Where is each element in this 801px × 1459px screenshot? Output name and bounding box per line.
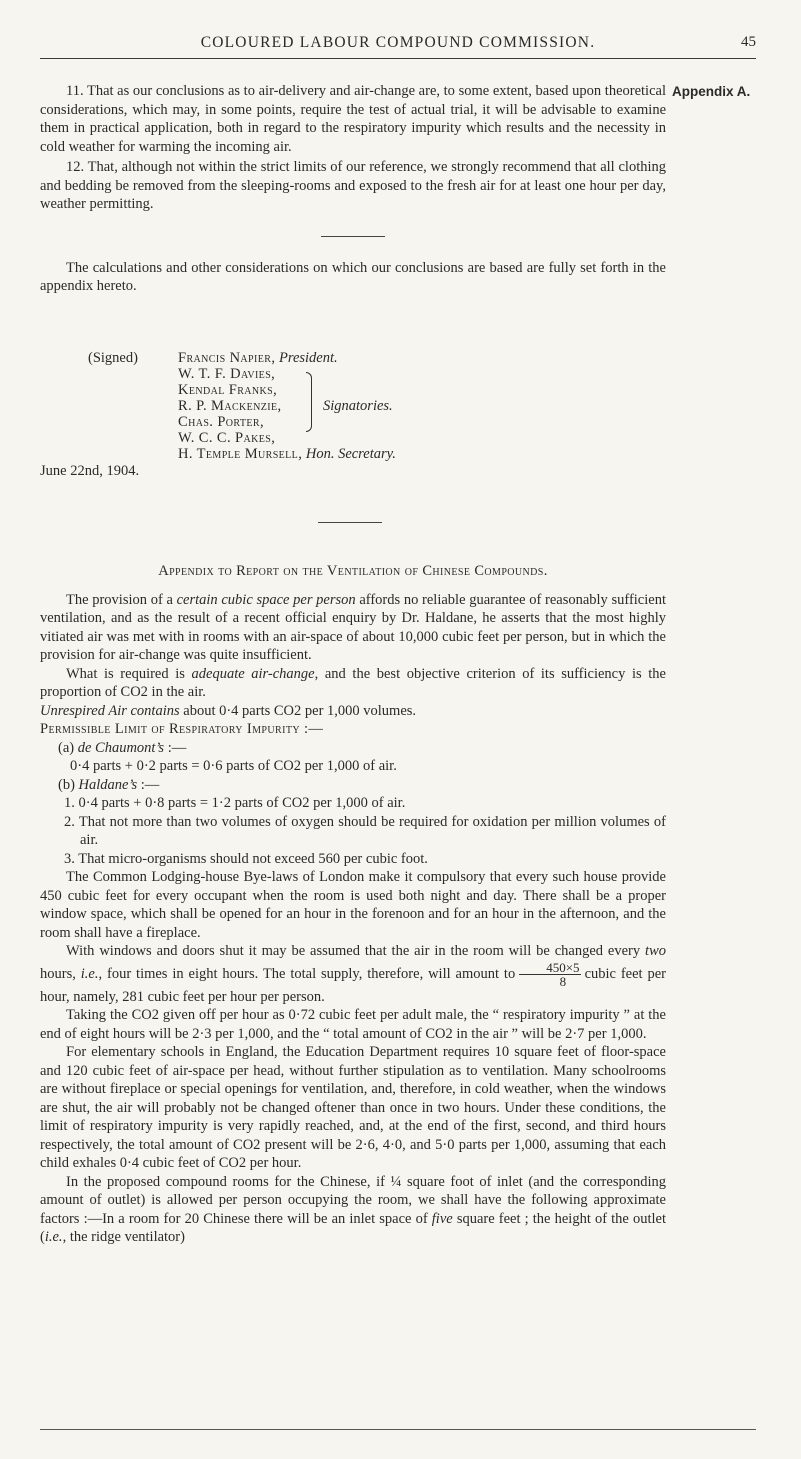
conclusion-12: 12. That, although not within the strict limits of our reference, we strongly recommend that all clothing and bedding be removed from the sleeping-rooms and exposed to the fresh air for at least one hour per day, weather permitting. [40, 159, 666, 212]
signatory-2: Kendal Franks, [178, 382, 278, 398]
signatory-3: R. P. Mackenzie, [178, 398, 282, 414]
conclusion-11: 11. That as our conclusions as to air-delivery and air-change are, to some extent, based upon theoretical considerations, which may, in some points, require the test of actual trial, it will be advisable to examine them in practical application, both in regard to the respiratory impurity which results and the necessity in cold weather for warming the incoming air. [40, 83, 666, 155]
required-paragraph: What is required is adequate air-change, and the best objective criterion of its sufficiency is the proportion of CO2 in the air. [40, 665, 666, 700]
de-chaumont-label: (a) de Chaumont’s :— [58, 739, 187, 756]
windows-paragraph: With windows and doors shut it may be assumed that the air in the room will be changed every two hours, i.e., four times in eight hours. The total supply, therefore, will amount to $\frac{450\times 5}{8}$ cubic feet per hour, namely, 281 cubic feet per hour per person. [40, 943, 666, 1005]
lodging-house-paragraph: The Common Lodging-house Bye-laws of London make it compulsory that every such house provide 450 cubic feet for every occupant when the room is used both night and day. There shall be a proper window space, which shall be opened for an hour in the forenoon and for an hour in the afternoon, and the room shall have a fireplace. [40, 869, 666, 941]
de-chaumont-formula: 0·4 parts + 0·2 parts = 0·6 parts of CO2 per 1,000 of air. [70, 758, 397, 774]
haldane-item-2: 2. That not more than two volumes of oxygen should be required for oxidation per million volumes of air. [64, 813, 666, 848]
signatory-4: Chas. Porter, [178, 414, 264, 430]
short-divider [321, 236, 385, 237]
appendix-section [40, 562, 666, 1247]
conclusions-section [40, 82, 666, 296]
secretary-block [40, 446, 680, 486]
unrespired-air: Unrespired Air contains about 0·4 parts CO2 per 1,000 volumes. [40, 702, 417, 719]
signatory-5: W. C. C. Pakes, [178, 430, 276, 446]
signatories-label: Signatories. [323, 398, 393, 414]
permissible-limit-heading: Permissible Limit of Respiratory Impurity :— [40, 721, 324, 737]
section-divider [318, 522, 382, 523]
signatory-1: W. T. F. Davies, [178, 366, 276, 382]
fraction-numerator: 450×5 [519, 961, 580, 975]
secretary-title: Hon. Secretary. [305, 446, 396, 462]
proposed-rooms-paragraph: In the proposed compound rooms for the Chinese, if ¼ square foot of inlet (and the corresponding amount of outlet) is allowed per person occupying the room, we shall have the following approximate factors :—In a room for 20 Chinese there will be an inlet space of five square feet ; the height of the outlet (i.e., the ridge ventilator) [40, 1173, 666, 1245]
signed-label: (Signed) [88, 350, 138, 366]
signature-date: June 22nd, 1904. [40, 463, 140, 479]
margin-note: Appendix A. [672, 84, 751, 99]
haldane-item-3: 3. That micro-organisms should not exceed 560 per cubic foot. [64, 850, 428, 867]
supply-fraction [519, 961, 580, 988]
running-title: COLOURED LABOUR COMPOUND COMMISSION. [200, 34, 596, 51]
president-title: President. [278, 350, 338, 366]
signatories-brace [306, 372, 312, 432]
fraction-denominator: 8 [559, 973, 567, 989]
page-number: 45 [741, 34, 756, 50]
bottom-rule [40, 1429, 756, 1430]
co2-paragraph: Taking the CO2 given off per hour as 0·72 cubic feet per adult male, the “ respiratory impurity ” at the end of eight hours will be 2·3 per 1,000, and the “ total amount of CO2 in the air ” will be 2·7 per 1,000. [40, 1007, 666, 1042]
haldane-label: (b) Haldane’s :— [58, 776, 160, 793]
secretary-name: H. Temple Mursell, [178, 446, 303, 462]
schools-paragraph: For elementary schools in England, the Education Department requires 10 square feet of floor-space and 120 cubic feet of air-space per head, without further stipulation as to ventilation. Many schoolrooms are without fireplace or special openings for ventilation, and, therefore, in cold weather, when the windows are shut, the air will probably not be changed oftener than once in two hours. Under these conditions, the limit of respiratory impurity is very rapidly reached, and, at the end of the first, second, and third hours respectively, the total amount of CO2 present will be 2·6, 4·0, and 5·0 parts per 1,000, assuming that each child exhales 0·4 cubic feet of CO2 per hour. [40, 1044, 666, 1171]
calculations-paragraph: The calculations and other considerations on which our conclusions are based are fully set forth in the appendix hereto. [40, 259, 666, 294]
appendix-heading: Appendix to Report on the Ventilation of Chinese Compounds. [158, 563, 548, 579]
president-name: Francis Napier, [178, 350, 276, 366]
haldane-item-1: 1. 0·4 parts + 0·8 parts = 1·2 parts of CO2 per 1,000 of air. [64, 795, 406, 811]
appendix-intro: The provision of a certain cubic space per person affords no reliable guarantee of reasonably sufficient ventilation, and as the result of a recent official enquiry by Dr. Haldane, he asserts that the most highly vitiated air was met with in rooms with an air-space of about 10,000 cubic feet per person, but in which the provision for air-change was quite insufficient. [40, 591, 666, 663]
page-header [40, 34, 756, 59]
signature-block [40, 350, 680, 446]
